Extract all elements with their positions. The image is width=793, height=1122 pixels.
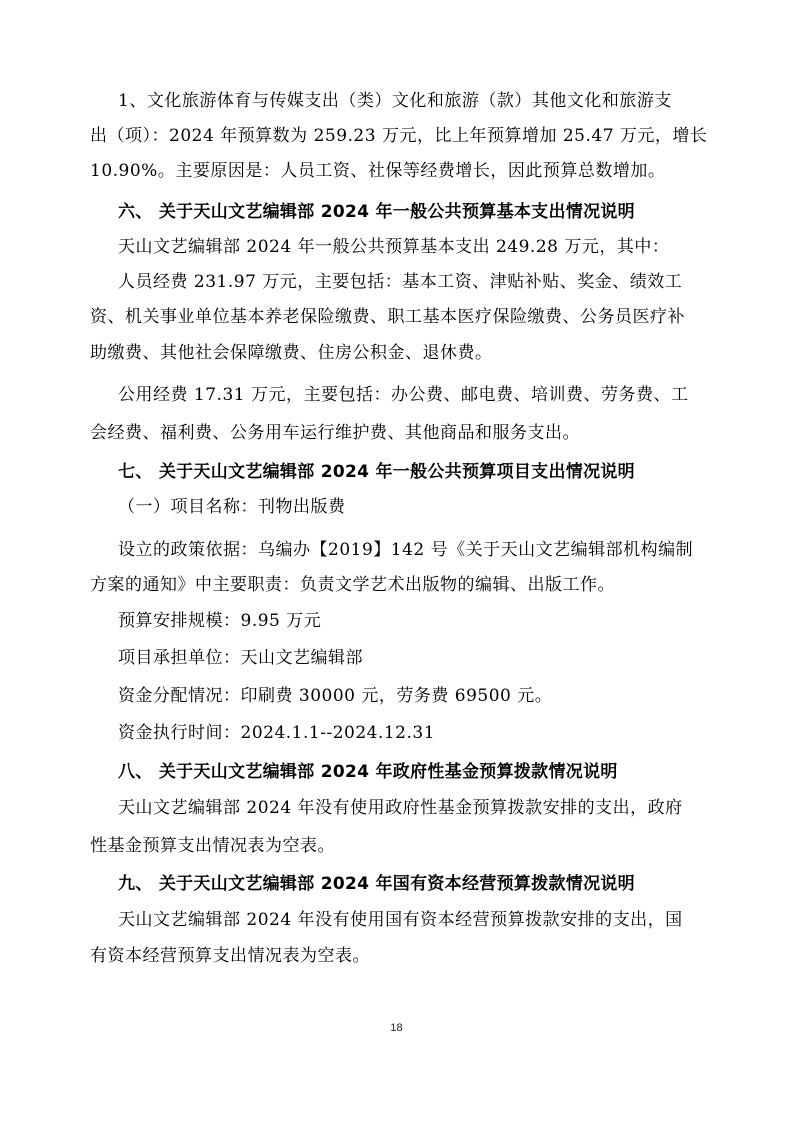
paragraph-line: 设立的政策依据：乌编办【2019】142 号《关于天山文艺编辑部机构编制 — [118, 540, 694, 560]
subsection-heading: （一）项目名称：刊物出版费 — [118, 497, 346, 517]
paragraph-line: 预算安排规模：9.95 万元 — [118, 611, 322, 631]
paragraph-line: 有资本经营预算支出情况表为空表。 — [90, 946, 370, 966]
paragraph-line: 10.90%。主要原因是：人员工资、社保等经费增长，因此预算总数增加。 — [90, 161, 666, 181]
paragraph-line: 会经费、福利费、公务用车运行维护费、其他商品和服务支出。 — [90, 423, 580, 443]
paragraph-line: 人员经费 231.97 万元，主要包括：基本工资、津贴补贴、奖金、绩效工 — [118, 272, 683, 292]
paragraph-line: 天山文艺编辑部 2024 年一般公共预算基本支出 249.28 万元，其中： — [118, 237, 670, 257]
paragraph-line: 出（项）：2024 年预算数为 259.23 万元，比上年预算增加 25.47 万元，增长 — [90, 126, 708, 146]
paragraph-line: 资金执行时间：2024.1.1--2024.12.31 — [118, 723, 436, 743]
paragraph-line: 项目承担单位：天山文艺编辑部 — [118, 648, 363, 668]
paragraph-line: 助缴费、其他社会保障缴费、住房公积金、退休费。 — [90, 343, 493, 363]
section-heading: 六、 关于天山文艺编辑部 2024 年一般公共预算基本支出情况说明 — [118, 202, 635, 222]
paragraph-line: 性基金预算支出情况表为空表。 — [90, 836, 335, 856]
paragraph-line: 资金分配情况：印刷费 30000 元，劳务费 69500 元。 — [118, 686, 553, 706]
paragraph-line: 天山文艺编辑部 2024 年没有使用政府性基金预算拨款安排的支出，政府 — [118, 798, 683, 818]
page-number: 18 — [390, 1022, 403, 1034]
paragraph-line: 资、机关事业单位基本养老保险缴费、职工基本医疗保险缴费、公务员医疗补 — [90, 307, 685, 327]
section-heading: 八、 关于天山文艺编辑部 2024 年政府性基金预算拨款情况说明 — [118, 762, 618, 782]
section-heading: 七、 关于天山文艺编辑部 2024 年一般公共预算项目支出情况说明 — [118, 462, 635, 482]
paragraph-line: 方案的通知》中主要职责：负责文学艺术出版物的编辑、出版工作。 — [90, 575, 615, 595]
section-heading: 九、 关于天山文艺编辑部 2024 年国有资本经营预算拨款情况说明 — [118, 874, 635, 894]
paragraph-line: 公用经费 17.31 万元，主要包括：办公费、邮电费、培训费、劳务费、工 — [118, 385, 689, 405]
paragraph-line: 1、文化旅游体育与传媒支出（类）文化和旅游（款）其他文化和旅游支 — [118, 91, 672, 111]
paragraph-line: 天山文艺编辑部 2024 年没有使用国有资本经营预算拨款安排的支出，国 — [118, 910, 683, 930]
